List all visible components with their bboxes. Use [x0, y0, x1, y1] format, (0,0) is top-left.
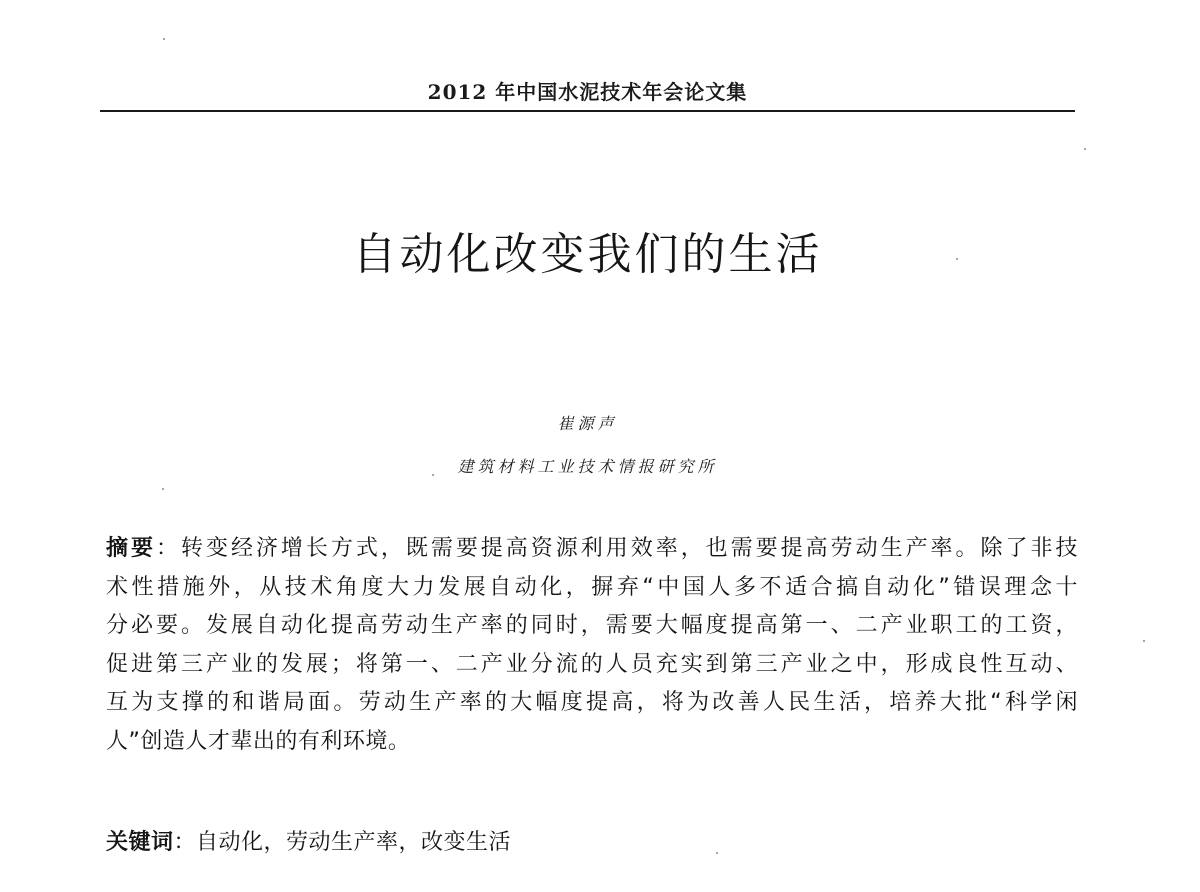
scan-speck — [162, 488, 164, 490]
abstract-text: 转变经济增长方式，既需要提高资源利用效率，也需要提高劳动生产率。除了非技 — [180, 536, 1078, 561]
abstract-line: 互为支撑的和谐局面。劳动生产率的大幅度提高，将为改善人民生活，培养大批“科学闲 — [106, 690, 1078, 715]
scan-speck — [163, 38, 165, 40]
keywords-label: 关键词 — [106, 830, 174, 855]
paper-title: 自动化改变我们的生活 — [352, 229, 823, 280]
keywords — [106, 824, 1078, 862]
author-name: 崔源声 — [557, 414, 618, 433]
keywords-text: 自动化，劳动生产率，改变生活 — [196, 830, 512, 855]
abstract — [106, 530, 1078, 761]
running-header: 2012 年中国水泥技术年会论文集 — [427, 80, 748, 104]
author-affiliation: 建筑材料工业技术情报研究所 — [457, 457, 718, 476]
keywords-separator: ： — [173, 830, 197, 855]
abstract-line: 促进第三产业的发展；将第一、二产业分流的人员充实到第三产业之中，形成良性互动、 — [106, 651, 1078, 677]
scan-speck — [432, 474, 434, 476]
scan-speck — [716, 852, 718, 854]
scan-speck — [1084, 148, 1086, 150]
abstract-line: 人”创造人才辈出的有利环境。 — [106, 728, 411, 754]
abstract-line — [106, 530, 1078, 569]
header-rule — [100, 110, 1075, 112]
abstract-line: 分必要。发展自动化提高劳动生产率的同时，需要大幅度提高第一、二产业职工的工资， — [106, 613, 1078, 638]
abstract-label: 摘要 — [106, 536, 156, 561]
scan-speck — [956, 258, 958, 260]
abstract-separator: ： — [155, 536, 181, 561]
scan-speck — [1143, 640, 1145, 642]
abstract-line: 术性措施外，从技术角度大力发展自动化，摒弃“中国人多不适合搞自动化”错误理念十 — [106, 574, 1078, 600]
